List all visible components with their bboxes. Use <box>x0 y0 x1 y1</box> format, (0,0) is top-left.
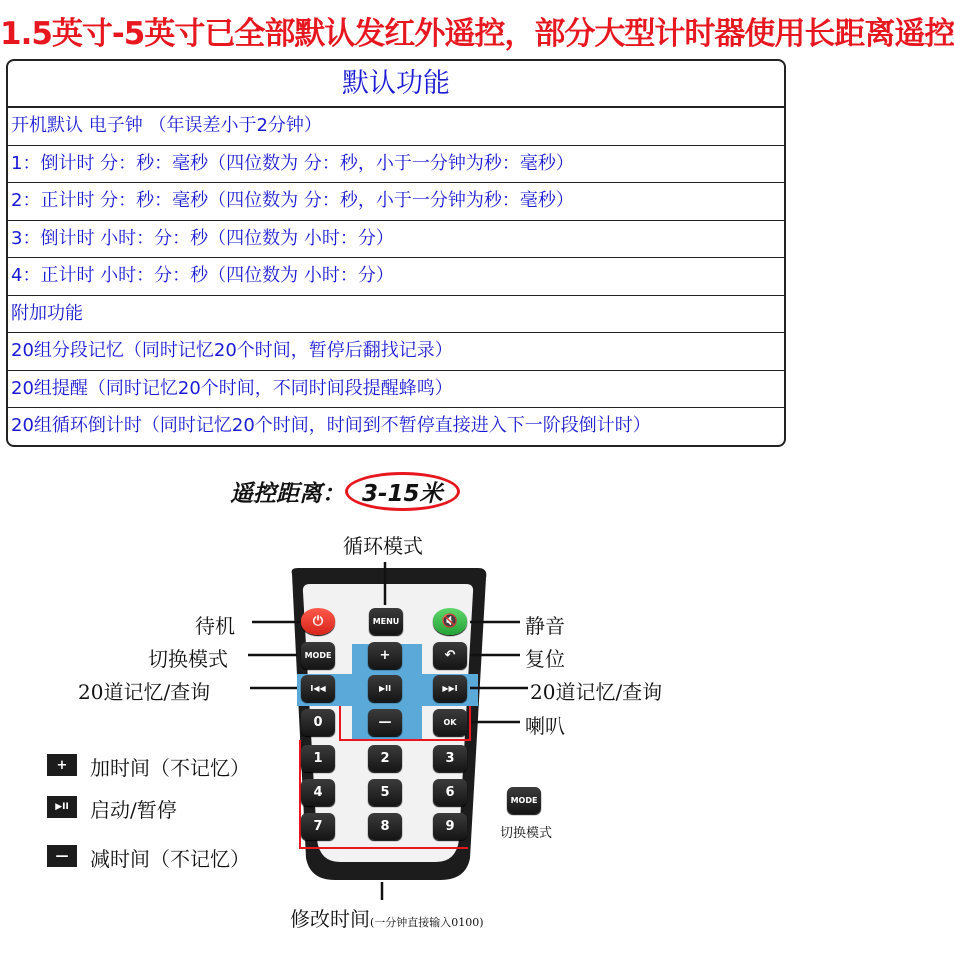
label-cycle-mode: 循环模式 <box>343 534 423 558</box>
table-row: 3：倒计时 小时：分：秒（四位数为 小时：分） <box>8 221 784 259</box>
prev-button[interactable]: I◀◀ <box>301 675 335 702</box>
label-modify-time-main: 修改时间 <box>290 907 370 931</box>
minus-button[interactable]: — <box>368 709 402 736</box>
table-row: 2：正计时 分：秒：毫秒（四位数为 分：秒，小于一分钟为秒：毫秒） <box>8 183 784 221</box>
label-modify-time-note: (一分钟直接输入0100) <box>370 916 484 929</box>
reset-button[interactable]: ↶ <box>433 642 467 669</box>
table-row: 4：正计时 小时：分：秒（四位数为 小时：分） <box>8 258 784 296</box>
label-modify-time <box>290 903 484 932</box>
label-reset: 复位 <box>525 647 565 671</box>
label-memory-right: 20道记忆/查询 <box>530 680 663 704</box>
table-row: 20组分段记忆（同时记忆20个时间，暂停后翻找记录） <box>8 333 784 371</box>
plus-button[interactable]: + <box>368 642 402 669</box>
function-table-title: 默认功能 <box>8 61 784 108</box>
play-pause-button[interactable]: ▶II <box>368 675 402 702</box>
digit-2-button[interactable]: 2 <box>368 745 402 772</box>
label-standby: 待机 <box>195 614 235 638</box>
menu-button[interactable]: MENU <box>369 608 403 635</box>
digit-9-button[interactable]: 9 <box>433 813 467 840</box>
mode-button[interactable]: MODE <box>301 642 335 669</box>
label-mute: 静音 <box>525 614 565 638</box>
digit-8-button[interactable]: 8 <box>368 813 402 840</box>
table-row: 开机默认 电子钟 （年误差小于2分钟） <box>8 108 784 146</box>
mute-button[interactable]: 🔇 <box>433 608 467 635</box>
table-row: 附加功能 <box>8 296 784 334</box>
label-switch-mode: 切换模式 <box>148 647 228 671</box>
mode-sample-caption: 切换模式 <box>500 826 553 841</box>
digit-3-button[interactable]: 3 <box>433 745 467 772</box>
legend-plus-text: 加时间（不记忆） <box>90 756 250 780</box>
power-button[interactable]: ⏻ <box>301 608 335 635</box>
headline: 1.5英寸-5英寸已全部默认发红外遥控，部分大型计时器使用长距离遥控 <box>0 16 954 52</box>
table-row: 20组循环倒计时（同时记忆20个时间，时间到不暂停直接进入下一阶段倒计时） <box>11 415 651 436</box>
remote-distance-label: 遥控距离： <box>230 481 345 507</box>
digit-4-button[interactable]: 4 <box>301 779 335 806</box>
mode-sample-icon: MODE <box>507 787 541 814</box>
table-row: 20组提醒（同时记忆20个时间，不同时间段提醒蜂鸣） <box>8 371 784 409</box>
digit-1-button[interactable]: 1 <box>301 745 335 772</box>
table-row: 1：倒计时 分：秒：毫秒（四位数为 分：秒，小于一分钟为秒：毫秒） <box>8 146 784 184</box>
digit-0-button[interactable]: 0 <box>301 709 335 736</box>
digit-7-button[interactable]: 7 <box>301 813 335 840</box>
minus-legend-icon: — <box>47 845 77 867</box>
next-button[interactable]: ▶▶I <box>433 675 467 702</box>
digit-5-button[interactable]: 5 <box>368 779 402 806</box>
digit-6-button[interactable]: 6 <box>433 779 467 806</box>
ok-button[interactable]: OK <box>433 709 467 736</box>
label-memory-left: 20道记忆/查询 <box>78 680 211 704</box>
plus-legend-icon: + <box>47 754 77 776</box>
legend-minus-text: 减时间（不记忆） <box>90 847 250 871</box>
legend-play-text: 启动/暂停 <box>90 798 177 822</box>
remote-distance-value: 3-15米 <box>345 472 460 511</box>
play-pause-legend-icon: ▶II <box>47 796 77 818</box>
label-horn: 喇叭 <box>525 714 565 738</box>
